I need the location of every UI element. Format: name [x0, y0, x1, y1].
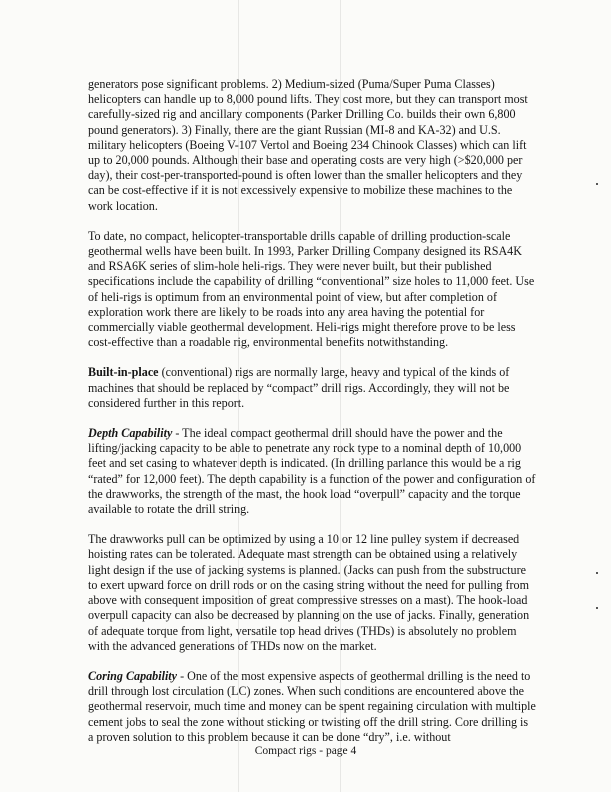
paragraph-lead-bold-italic: Depth Capability: [88, 426, 173, 441]
paragraph-helicopter-classes: [88, 77, 536, 214]
paragraph-body: The drawworks pull can be optimized by using a 10 or 12 line pulley system if decreased hoisting rates can be tolerated. Adequate mast strength can be obtained using a relatively light design if the use of jacking systems is planned. (Jacks can push from the substructure to exert upward force on drill rods or on the casing string without the need for pulling from above with consequent imposition of great compressive stresses on a mast). The hook-load overpull capacity can also be decreased by planning on the use of jacks. Finally, generation of adequate torque from light, versatile top head drives (THDs) is absolutely no problem with the advanced generations of THDs now on the market.: [88, 532, 530, 653]
scan-speck: [596, 572, 598, 574]
scan-speck: [596, 183, 598, 185]
document-body: [88, 77, 536, 760]
paragraph-body: To date, no compact, helicopter-transportable drills capable of drilling production-scale geothermal wells have been built. In 1993, Parker Drilling Company designed its RSA4K and RSA6K series of slim-hole heli-rigs. They were never built, but their published specifications include the capability of drilling “conventional” size holes to 11,000 feet. Use of heli-rigs is optimum from an environmental point of view, but after completion of exploration work there are likely to be roads into any area having the potential for commercially viable geothermal development. Heli-rigs might therefore prove to be less cost-effective than a roadable rig, environmental benefits notwithstanding.: [88, 228, 535, 350]
paragraph-built-in-place: [88, 365, 536, 411]
paragraph-lead-bold-italic: Coring Capability: [88, 668, 178, 683]
paragraph-body: - One of the most expensive aspects of geothermal drilling is the need to drill through lost circulation (LC) zones. When such conditions are encountered above the geothermal reservoir, much time and money can be spent regaining circulation with multiple cement jobs to seal the zone without sticking or twisting off the drill string. Core drilling is a proven solution to this problem because it can be done “dry”, i.e. without: [88, 668, 536, 744]
paragraph-coring-capability: [88, 669, 536, 745]
paragraph-body: generators pose significant problems. 2) Medium-sized (Puma/Super Puma Classes) helicopters can handle up to 8,000 pound lifts. They cost more, but they can transport most carefully-sized rig and ancillary components (Parker Drilling Co. builds their own 6,800 pound generators). 3) Finally, there are the giant Russian (MI-8 and KA-32) and U.S. military helicopters (Boeing V-107 Vertol and Boeing 234 Chinook Classes) which can lift up to 20,000 pounds. Although their base and operating costs are very high (>$20,000 per day), their cost-per-transported-pound is often lower than the smaller helicopters and they can be cost-effective if it is not excessively expensive to mobilize these machines to the work location.: [88, 77, 528, 213]
paragraph-lead-bold: Built-in-place: [88, 365, 159, 380]
scan-speck: [596, 607, 598, 609]
page-footer: Compact rigs - page 4: [254, 745, 357, 757]
paragraph-heli-rigs: [88, 229, 536, 351]
paragraph-body: - The ideal compact geothermal drill should have the power and the lifting/jacking capacity to be able to penetrate any rock type to a nominal depth of 10,000 feet and set casing to whatever depth is indicated. (In drilling parlance this would be a rig “rated” for 12,000 feet). The depth capability is a function of the power and configuration of the drawworks, the strength of the mast, the hook load “overpull” capacity and the torque available to rotate the drill string.: [88, 426, 536, 517]
paragraph-body: (conventional) rigs are normally large, heavy and typical of the kinds of machines that should be replaced by “compact” drill rigs. Accordingly, they will not be considered further in this report.: [88, 365, 510, 410]
paragraph-depth-capability: [88, 426, 536, 517]
paragraph-drawworks: [88, 532, 536, 654]
